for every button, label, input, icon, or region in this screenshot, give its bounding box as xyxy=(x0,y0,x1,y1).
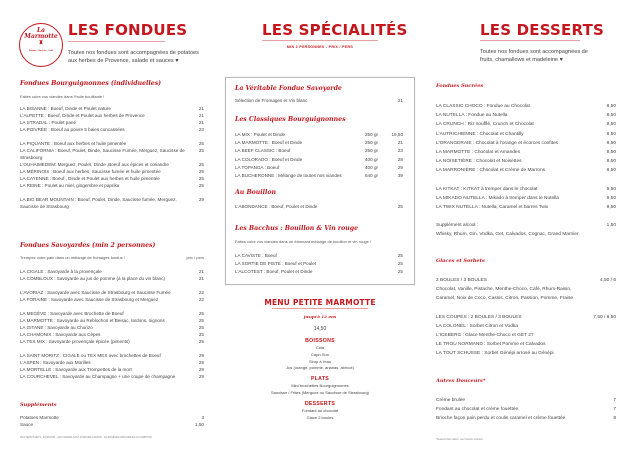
menu-item xyxy=(20,126,204,133)
item-price: 29 xyxy=(397,164,403,170)
item-name: LA TWIX NUTELLA : Nutella, Caramel et barres Twix xyxy=(436,205,549,211)
fondues-title: LES FONDUES xyxy=(68,21,188,39)
item-name: L'AVORIAZ : Savoyarde avec Saucisse de Strasbourg et Saucisse Fumée xyxy=(20,290,171,295)
petite-title: MENU PETITE MARMOTTE xyxy=(264,298,376,307)
item-price: 25 xyxy=(397,253,403,258)
group-gap xyxy=(20,282,204,289)
section-title: Fondues Savoyardes (min 2 personnes) xyxy=(20,242,156,249)
item-name: LA MEGÈVE : Savoyarde avec Brochette de Boeuf xyxy=(20,311,124,316)
menu-item xyxy=(436,322,616,331)
item-name: Sélection de Fromages et Vin blanc xyxy=(235,98,308,103)
item-name: Chocolat, Vanille, Pistache, Menthe-Choco, Café, Rhum-Raisin, xyxy=(436,287,572,293)
item-price: 8,50 xyxy=(606,140,616,146)
section-title: Autres Douceurs* xyxy=(436,378,486,384)
item-price: 25 xyxy=(198,339,204,344)
item-price: 28 xyxy=(397,156,403,162)
item-name: LA COLONEL : Sorbet Citron et Vodka xyxy=(436,323,518,329)
section-title: Les Classiques Bourguignonnes xyxy=(235,116,346,123)
item-name: LA BISANNE : Boeuf, Dinde et Poulet nature xyxy=(20,106,111,111)
menu-item xyxy=(20,352,204,359)
item-name: LA CAYENNE : Boeuf , Dinde et Poulet aux herbes et huile pimentée xyxy=(20,176,160,181)
item-name: LA FORAINE : Savoyarde avec Saucisse de Strasbourg et Merguez xyxy=(20,297,159,302)
title-text: Autres Douceurs xyxy=(436,378,483,384)
item-price: 21 xyxy=(397,140,403,146)
menu-item xyxy=(235,252,403,260)
menu-item xyxy=(436,221,616,230)
item-price: 29 xyxy=(198,374,204,379)
menu-item xyxy=(20,359,204,366)
menu-item xyxy=(20,414,204,421)
item-price: 8,50 xyxy=(606,131,616,137)
menu-item xyxy=(20,196,204,210)
section-note xyxy=(20,255,204,260)
item-price: 21 xyxy=(397,98,403,103)
menu-item xyxy=(20,182,204,189)
item-name: LA MIX : Poulet et Dinde xyxy=(235,132,286,137)
item-name: Brioche façon pain perdu et coulis caramel et crème fouettée xyxy=(436,416,566,422)
menu-item xyxy=(436,130,616,139)
petite-item: Fondant au chocolat xyxy=(301,407,339,413)
item-price: 25 xyxy=(397,204,403,209)
item-name: 2 BOULES / 3 BOULES xyxy=(436,278,487,283)
menu-item xyxy=(436,157,616,166)
item-price: 25 xyxy=(198,169,204,174)
menu-item xyxy=(20,175,204,182)
petite-section-title: DESSERTS xyxy=(304,400,336,407)
menu-item xyxy=(20,268,204,275)
menu-item xyxy=(436,139,616,148)
menu-item xyxy=(436,285,616,294)
item-name: LA CALIFORNIA : Boeuf, Poulet, Dinde, Saucisse Fumée, Merguez, Saucisse de Strasbourg xyxy=(20,148,185,160)
item-price: 23 xyxy=(198,127,204,132)
item-price: 21 xyxy=(198,120,204,125)
petite-item: Glace 2 boules xyxy=(306,414,334,420)
item-name: LA BUCHERONNE : Mélange de toutes nos viandes xyxy=(235,173,342,179)
menu-item xyxy=(20,161,204,168)
item-weight: 400 gr xyxy=(365,164,379,170)
item-name: Sauce xyxy=(20,422,34,427)
item-name: LA COLORADO : Boeuf et Dinde xyxy=(235,156,303,162)
section-title: Suppléments xyxy=(20,402,57,408)
item-price: 1,50 xyxy=(606,223,616,229)
menu-list xyxy=(235,97,403,105)
item-name: LE TROU NORMAND : Sorbet Pomme et Calvados xyxy=(436,342,546,348)
item-price: 3 xyxy=(201,415,204,420)
item-price: 8,50 xyxy=(606,168,616,174)
petite-item: Cola xyxy=(315,345,325,350)
item-price: 8,50 xyxy=(606,122,616,128)
menu-item xyxy=(20,373,204,380)
item-price: 19,50 xyxy=(391,132,403,137)
item-price: 9,50 xyxy=(606,186,616,192)
menu-item xyxy=(436,396,616,405)
menu-item xyxy=(235,203,403,211)
menu-item xyxy=(20,147,204,161)
menu-item xyxy=(436,102,616,111)
item-price: 25 xyxy=(397,261,403,267)
logo xyxy=(19,23,63,67)
item-weight: 250 gr xyxy=(365,140,379,146)
item-price: 7,50 / 8,50 xyxy=(593,314,616,320)
item-name: LA MARMOTTE : Boeuf et Dinde xyxy=(235,140,303,146)
menu-item xyxy=(235,172,403,180)
item-name: L'OUHAIMEDEM: Merguez, Poulet, Dinde ,Boeuf aux épices et coriandre xyxy=(20,162,169,167)
menu-item xyxy=(436,111,616,120)
menu-item xyxy=(436,414,616,423)
item-name: LA TEX MIX : Savoyarde provençale épicée (piments) xyxy=(20,339,130,344)
item-weight: 250 gr xyxy=(365,148,379,154)
fondues-intro: Toutes nos fondues sont accompagnées de potatoes aux herbes de Provence, salade et sauces ♥ xyxy=(68,50,199,64)
item-name: L'AUTRICHIENNE : Chocolat et Chantilly xyxy=(436,131,524,137)
menu-list xyxy=(235,203,403,211)
item-name: Crème brulée xyxy=(436,398,466,403)
petite-section-title: BOISSONS xyxy=(305,338,335,344)
item-name: LA CHAMONIX : Savoyarde aux Cèpes xyxy=(20,332,101,337)
item-price: 8 xyxy=(613,416,616,422)
menu-item xyxy=(20,119,204,126)
menu-item xyxy=(436,166,616,175)
menu-item xyxy=(235,164,403,172)
item-price: 21 xyxy=(198,106,204,111)
specialites-box xyxy=(225,77,415,285)
menu-item xyxy=(20,331,204,338)
petite-item: Capri-Sun xyxy=(310,351,329,357)
item-price: 23 xyxy=(397,148,403,154)
item-name: Potatoes Marmotte xyxy=(20,415,59,420)
specialites-title: LES SPÉCIALITÉS xyxy=(262,21,408,39)
item-name: LA REINE : Poulet au miel, gingembre et paprika xyxy=(20,183,120,188)
item-weight: 250 gr xyxy=(365,132,379,137)
menu-item xyxy=(20,296,204,303)
item-name: LA MIKADO NUTELLA : Mikado à tremper dans le Nutella xyxy=(436,195,559,201)
item-price: 25 xyxy=(198,148,204,153)
item-name: LA SORTIE DE PISTE : Boeuf et Poulet xyxy=(235,261,317,267)
item-name: LA GITANE : Savoyarde au Chorizo xyxy=(20,325,93,330)
classiques-table xyxy=(235,131,403,180)
menu-item xyxy=(436,148,616,157)
section-title: Fondues Sucrées xyxy=(436,83,484,89)
section-title: Fondues Bourguignonnes (individuelles) xyxy=(20,80,162,87)
logo-tag: Fondue · Raclette · Grill xyxy=(28,50,54,52)
section-title: La Véritable Fondue Savoyarde xyxy=(235,85,342,92)
menu-item xyxy=(20,140,204,147)
item-name: L'ORANGERAIE : Chocolat à l'orange et écorces confites xyxy=(436,140,559,146)
item-name: LES COUPES : 2 BOULES / 3 BOULES xyxy=(436,314,522,320)
menu-item xyxy=(235,260,403,268)
item-price: 9,50 xyxy=(606,205,616,211)
menu-item xyxy=(20,338,204,345)
item-price: 21 xyxy=(198,269,204,274)
menu-item xyxy=(436,331,616,340)
item-price: 8,50 xyxy=(606,104,616,109)
menu-item xyxy=(436,194,616,203)
item-name: Caramel, Noix de Coco, Cassis, Citron, Passion, Pomme, Fraise xyxy=(436,296,574,302)
item-price: 29 xyxy=(198,353,204,358)
item-name: L'ALPETTE : Boeuf, Dinde et Poulet aux herbes de Provence xyxy=(20,113,145,118)
divider xyxy=(68,41,165,42)
desserts-title: LES DESSERTS xyxy=(480,21,605,39)
menu-list xyxy=(436,396,616,424)
menu-item xyxy=(20,366,204,373)
item-price: 21 xyxy=(198,113,204,118)
item-name: LA NUTELLA : Fondue au Nutella xyxy=(436,113,508,119)
item-name: LA TOUT SCHUSSE : Sorbet Génépi arrosé au Génépi xyxy=(436,351,554,357)
item-price: 25 xyxy=(198,311,204,316)
item-price: 9,50 xyxy=(606,195,616,201)
group-gap xyxy=(20,133,204,140)
item-price: 29 xyxy=(198,197,204,202)
item-price: 7 xyxy=(613,398,616,403)
item-name: LA CRUNCH : Riz soufflé, Crunch et Chocolat xyxy=(436,122,534,128)
item-price: 8,50 xyxy=(606,113,616,119)
group-gap xyxy=(436,176,616,185)
section-title: Glaces et Sorbets xyxy=(436,258,485,264)
menu-item xyxy=(235,268,403,276)
menu-item xyxy=(436,230,616,239)
item-name: LA COMBLOUX : Savoyarde au jus de pomme (à la place du vin blanc) xyxy=(20,276,166,281)
menu-item xyxy=(20,275,204,282)
item-name: LA CAVISTE : Boeuf xyxy=(235,253,277,258)
item-weight: 640 gr xyxy=(365,173,379,179)
item-name: L'ALCOTEST : Boeuf, Poulet et Dinde xyxy=(235,269,313,275)
menu-item xyxy=(20,317,204,324)
item-price: 8,50 xyxy=(606,150,616,156)
specialites-sub: MIN 2 PERSONNES - PRIX / PERS xyxy=(286,45,354,49)
item-name: LA MÉRINOIS : Boeuf aux herbes, Saucisse fumée et huile pimentée xyxy=(20,169,161,174)
menu-list xyxy=(20,105,204,210)
item-price: 21 xyxy=(198,276,204,281)
menu-item xyxy=(436,349,616,358)
item-name: LA BIG BEAR MOUNTAIN : Boeuf, Poulet, Dinde, Saucisse fumée, Merguez, Saucisse de Strasbourg xyxy=(20,197,177,209)
item-price: 7 xyxy=(613,407,616,413)
petite-item: Saucisse / Frites (Merguez ou Saucisse de Strasbourg) xyxy=(270,389,370,395)
menu-item xyxy=(235,131,403,139)
marmot-icon: ♜ xyxy=(38,40,44,46)
item-name: Fondant au chocolat et crème fouettée xyxy=(436,407,519,413)
menu-item xyxy=(20,421,204,428)
menu-item xyxy=(20,324,204,331)
petite-item: Jus (orange, pomme, ananas, abricot) xyxy=(286,365,354,371)
group-gap xyxy=(436,212,616,221)
menu-item xyxy=(436,185,616,194)
section-note: Faites cuire vos viandes dans un étonnant mélange de bouillon et vin rouge ! xyxy=(235,239,372,244)
menu-item xyxy=(436,120,616,129)
group-gap xyxy=(20,189,204,196)
item-price: 8,50 xyxy=(606,159,616,165)
footnote: *Desserts faits maison, sauf mention contraire xyxy=(436,439,483,441)
item-price: 25 xyxy=(198,332,204,337)
item-name: LA POIVRÉE : Boeuf au poivre 5 baies concassées xyxy=(20,127,125,132)
divider xyxy=(480,40,580,41)
group-gap xyxy=(20,303,204,310)
menu-item xyxy=(436,294,616,303)
petite-price: 14,50 xyxy=(313,326,327,332)
footer-note: PRIX SERVIS NETS · EN EUROS · LES VIANDES SONT D'ORIGINE FRANCE · ALLERGÈNES DISPONIBLES AU COMPTOIR xyxy=(20,437,152,439)
menu-list xyxy=(20,414,204,428)
menu-item xyxy=(235,147,403,155)
menu-list xyxy=(436,102,616,240)
menu-item xyxy=(235,97,403,105)
menu-item xyxy=(235,139,403,147)
item-price: 39 xyxy=(397,173,403,179)
menu-item xyxy=(20,105,204,112)
menu-item xyxy=(436,313,616,322)
menu-item xyxy=(436,203,616,212)
item-price: 25 xyxy=(198,176,204,181)
item-price: 25 xyxy=(397,269,403,275)
petite-item: Mini brochettes Bourguignonnes xyxy=(291,383,349,389)
item-name: L'ASPEN : Savoyarde aux Morilles xyxy=(20,360,91,365)
group-gap xyxy=(20,345,204,352)
item-price: 29 xyxy=(198,367,204,372)
item-price: 25 xyxy=(198,325,204,330)
item-price: 22 xyxy=(198,290,204,295)
menu-list xyxy=(235,252,403,277)
item-price: 25 xyxy=(198,141,204,146)
logo-line2: Marmotte xyxy=(24,33,58,40)
item-name: LA PIQUANTE : Boeuf aux herbes et huile pimentée xyxy=(20,141,127,146)
menu-item xyxy=(436,276,616,285)
divider xyxy=(272,308,368,309)
item-name: LA CIGALE : Savoyarde à la provençale xyxy=(20,269,102,274)
item-price: 1,50 xyxy=(195,422,204,427)
divider xyxy=(262,40,378,41)
item-name: Supplément alcool : xyxy=(436,223,479,229)
item-price: 22 xyxy=(198,297,204,302)
item-name: LA STRADAL : Poulet pané xyxy=(20,120,77,125)
section-title: Au Bouillon xyxy=(235,189,276,196)
menu-item xyxy=(436,340,616,349)
menu-item xyxy=(20,168,204,175)
petite-age: jusqu'à 12 ans xyxy=(303,314,337,319)
item-price: 25 xyxy=(198,318,204,323)
item-name: LA BEEF CLASSIC : Boeuf xyxy=(235,148,291,154)
item-name: Whisky, Rhum, Gin, Vodka, Get, Calvados, Cognac, Grand Marnier xyxy=(436,232,579,238)
price-header: prix / pers xyxy=(186,255,204,260)
item-price: 4,50 / 6 xyxy=(599,278,616,283)
item-name: L'ABONDANCE : Boeuf, Poulet et Dinde xyxy=(235,204,318,209)
item-name: LA KITKAT : KITKAT à tremper dans le chocolat xyxy=(436,186,538,192)
item-name: LA MARMOTTE : Chocolat et Amandes xyxy=(436,150,520,156)
item-name: LA MARRONIÈRE : Chocolat et Crème de Marrons xyxy=(436,168,546,174)
note-text: Trempez votre pain dans un mélange de fromages fondus ! xyxy=(20,255,125,260)
item-name: LA CLASSIC CHOCO : Fondue au Chocolat xyxy=(436,104,530,109)
item-price: 25 xyxy=(198,183,204,188)
menu-list xyxy=(20,268,204,380)
item-name: LA MORTELLE : Savoyarde aux Trompettes de la mort xyxy=(20,367,132,372)
section-title: Les Bacchus : Bouillon & Vin rouge xyxy=(235,225,359,232)
menu-item xyxy=(20,310,204,317)
item-name: LA MARMOTTE : Savoyarde au Reblochon et Beisac, lardons, oignons xyxy=(20,318,165,323)
item-name: LA TOPANGA : Boeuf xyxy=(235,164,280,170)
menu-item xyxy=(235,156,403,164)
petite-section-title: PLATS xyxy=(310,376,330,383)
petite-menu xyxy=(225,338,415,421)
menu-item xyxy=(20,289,204,296)
item-name: LA SAINT MORITZ : CIGALE ou TEX MEX avec brochettes de Boeuf xyxy=(20,353,161,358)
desserts-intro: Toutes nos fondues sont accompagnées de fruits, chamallows et madeleine ♥ xyxy=(480,49,588,63)
petite-item: Sirop à l'eau xyxy=(308,358,332,364)
item-name: LA COURCHEVEL : Savoyarde au Champagne + une coupe de champagne xyxy=(20,374,176,379)
section-note: Faites cuire vos viandes dans l'huile bouillante ! xyxy=(20,94,105,99)
logo-line1: La xyxy=(36,27,46,34)
menu-item xyxy=(20,112,204,119)
menu-item xyxy=(436,405,616,414)
item-weight: 400 gr xyxy=(365,156,379,162)
menu-list xyxy=(436,276,616,359)
item-name: L'ICEBERG : Glace Menthe-Choco et GET 27 xyxy=(436,333,534,339)
item-price: 29 xyxy=(198,360,204,365)
item-name: LA NOISETIÈRE : Chocolat et Noisettes xyxy=(436,159,522,165)
group-gap xyxy=(436,304,616,313)
item-price: 25 xyxy=(198,162,204,167)
